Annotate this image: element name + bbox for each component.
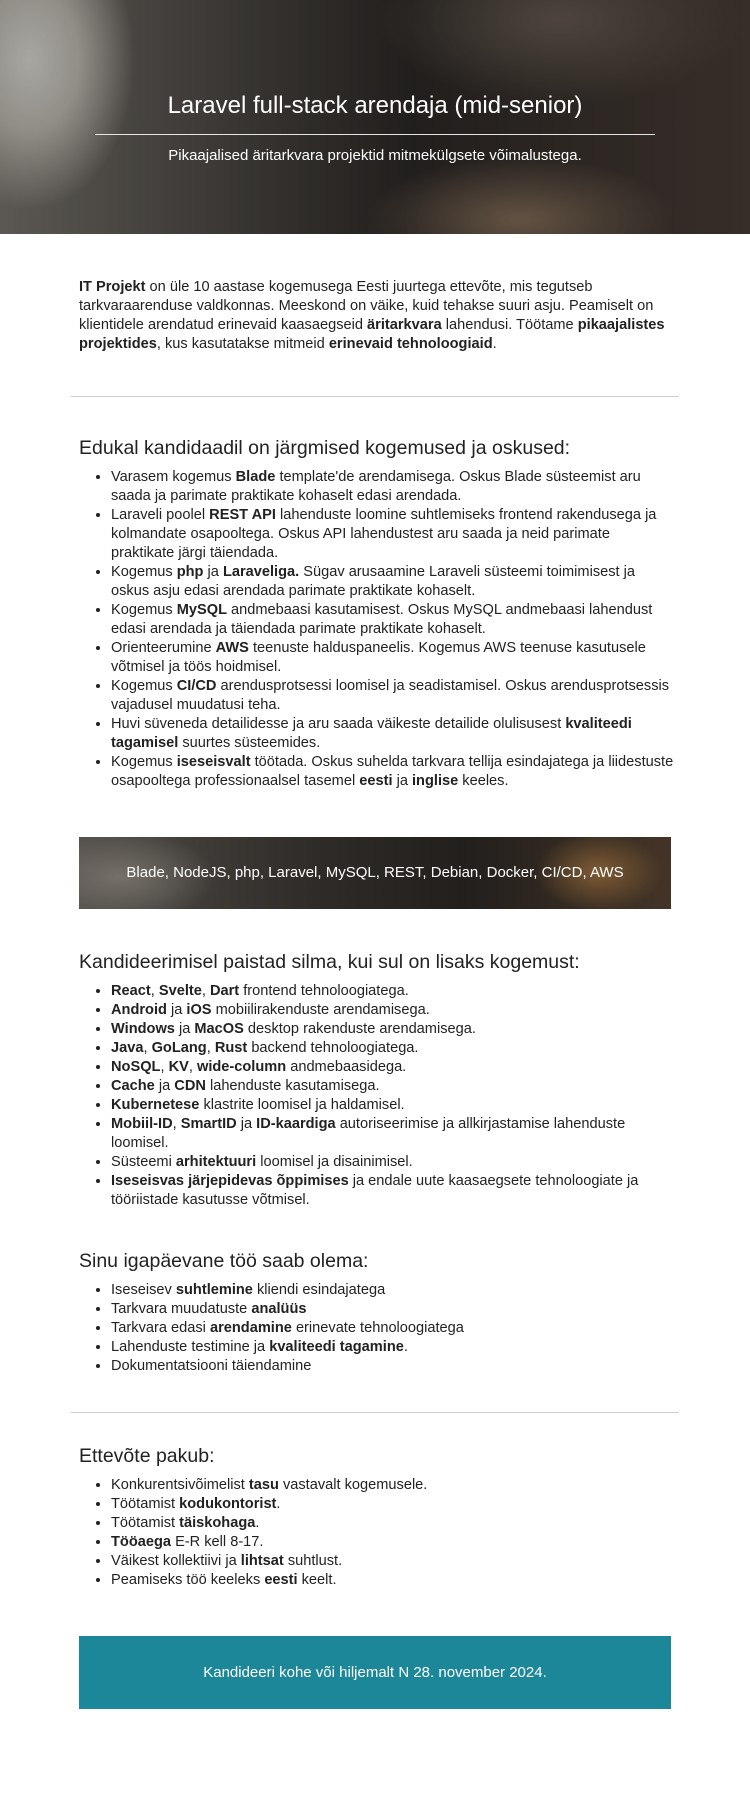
text-run: klastrite loomisel ja haldamisel. (199, 1097, 405, 1113)
emphasis-text: SmartID (180, 1116, 237, 1132)
hero-content (0, 92, 750, 164)
daily-work-section (75, 1210, 675, 1376)
lower-content (75, 909, 675, 1590)
text-run: Varasem kogemus (111, 469, 236, 485)
emphasis-text: eesti (264, 1572, 298, 1588)
text-run: Süsteemi (111, 1154, 176, 1170)
bonus-section (75, 909, 675, 1210)
list-item (111, 1001, 675, 1020)
emphasis-text: IT Projekt (79, 279, 146, 295)
offer-section (75, 1413, 675, 1590)
text-run: , kus kasutatakse mitmeid (156, 336, 329, 352)
emphasis-text: lihtsat (240, 1553, 284, 1569)
emphasis-text: AWS (215, 640, 249, 656)
text-run: Dokumentatsiooni täiendamine (111, 1358, 312, 1374)
emphasis-text: Blade (235, 469, 276, 485)
emphasis-text: Cache (111, 1078, 155, 1094)
text-run: , (150, 983, 159, 999)
text-run: suurtes süsteemides. (178, 735, 321, 751)
list-item (111, 1552, 675, 1571)
text-run: lahendusi. Töötame (441, 317, 578, 333)
text-run: andmebaasidega. (286, 1059, 407, 1075)
emphasis-text: iseseisvalt (176, 754, 251, 770)
list-item (111, 1514, 675, 1533)
list-item (111, 1476, 675, 1495)
text-run: ja endale uute kaasaegsete tehnoloogiate ja tööriistade kasutusse võtmisel. (111, 1173, 639, 1208)
text-run: mobiilirakenduste arendamisega. (211, 1002, 430, 1018)
hero-banner (0, 0, 750, 234)
text-run: , (188, 1059, 197, 1075)
text-run: ja (166, 1002, 187, 1018)
text-run: Huvi süveneda detailidesse ja aru saada väikeste detailide olulisusest (111, 716, 566, 732)
hero-divider (95, 134, 655, 135)
emphasis-text: analüüs (251, 1301, 307, 1317)
emphasis-text: arhitektuuri (175, 1154, 257, 1170)
list-item (111, 982, 675, 1001)
emphasis-text: CI/CD (176, 678, 217, 694)
text-run: E-R kell 8-17. (171, 1534, 264, 1550)
text-run: desktop rakenduste arendamisega. (243, 1021, 476, 1037)
emphasis-text: React (111, 983, 151, 999)
text-run: Töötamist (111, 1496, 180, 1512)
list-item (111, 1281, 675, 1300)
text-run: Töötamist (111, 1515, 180, 1531)
text-run: keeles. (458, 773, 509, 789)
text-run: Iseseisev (111, 1282, 176, 1298)
list-item (111, 677, 675, 715)
emphasis-text: CDN (174, 1078, 206, 1094)
emphasis-text: Rust (214, 1040, 248, 1056)
list-item (111, 1096, 675, 1115)
daily-work-heading: Sinu igapäevane töö saab olema: (79, 1250, 369, 1272)
job-title: Laravel full-stack arendaja (mid-senior) (167, 92, 583, 119)
list-item (111, 1495, 675, 1514)
emphasis-text: Svelte (158, 983, 202, 999)
list-item (111, 506, 675, 563)
text-run: ja (392, 773, 412, 789)
list-item (111, 715, 675, 753)
text-run: Kogemus (111, 602, 177, 618)
text-run: lahenduste loomine suhtlemiseks frontend rakendusega ja kolmandate osapooltega. Oskus API lahendustest aru saada ja neid parimate praktikate järgi täiendada. (111, 507, 657, 561)
text-run: autoriseerimise ja allkirjastamise lahenduste loomisel. (111, 1116, 626, 1151)
text-run: töötada. Oskus suhelda tarkvara tellija esindajatega ja liidestuste osapooltega professionaalsel tasemel (111, 754, 674, 789)
text-run: lahenduste kasutamisega. (205, 1078, 380, 1094)
text-run: Väikest kollektiivi ja (111, 1553, 241, 1569)
list-item (111, 1357, 675, 1376)
text-run: Lahenduste testimine ja (111, 1339, 270, 1355)
text-run: , (143, 1040, 152, 1056)
text-run: loomisel ja disainimisel. (256, 1154, 413, 1170)
emphasis-text: kvaliteedi tagamine (269, 1339, 404, 1355)
list-item (111, 1058, 675, 1077)
text-run: Tarkvara edasi (111, 1320, 210, 1336)
list-item (111, 753, 675, 791)
list-item (111, 563, 675, 601)
job-subtitle: Pikaajalised äritarkvara projektid mitmekülgsete võimalustega. (168, 147, 582, 164)
list-item (111, 1533, 675, 1552)
emphasis-text: Windows (111, 1021, 175, 1037)
list-item (111, 1039, 675, 1058)
text-run: , (172, 1116, 181, 1132)
emphasis-text: Dart (209, 983, 240, 999)
list-item (111, 601, 675, 639)
emphasis-text: kodukontorist (179, 1496, 277, 1512)
list-item (111, 1300, 675, 1319)
emphasis-text: äritarkvara (367, 317, 442, 333)
emphasis-text: REST API (209, 507, 276, 523)
text-run: Kogemus (111, 678, 177, 694)
emphasis-text: arendamine (209, 1320, 292, 1336)
emphasis-text: wide-column (196, 1059, 287, 1075)
emphasis-text: kvaliteedi tagamisel (111, 716, 632, 751)
emphasis-text: tasu (248, 1477, 279, 1493)
text-run: on üle 10 aastase kogemusega Eesti juurtega ettevõte, mis tegutseb tarkvaraarenduse valdkonnas. Meeskond on väike, kuid tehakse suuri asju. Peamiselt on klientidele arendatud erinevaid kaasaegseid (79, 279, 654, 333)
emphasis-text: Tööaega (111, 1534, 172, 1550)
skills-list (79, 468, 675, 791)
list-item (111, 1077, 675, 1096)
offer-heading: Ettevõte pakub: (79, 1445, 215, 1467)
emphasis-text: Laraveliga. (222, 564, 300, 580)
emphasis-text: Java (111, 1040, 144, 1056)
text-run: ja (174, 1021, 195, 1037)
text-run: . (492, 336, 497, 352)
list-item (111, 1338, 675, 1357)
emphasis-text: php (176, 564, 204, 580)
emphasis-text: MySQL (176, 602, 227, 618)
text-run: Konkurentsivõimelist (111, 1477, 249, 1493)
emphasis-text: KV (168, 1059, 189, 1075)
emphasis-text: ID-kaardiga (256, 1116, 336, 1132)
emphasis-text: inglise (412, 773, 459, 789)
text-run: teenuste halduspaneelis. Kogemus AWS teenuse kasutusele võtmisel ja töös hoidmisel. (111, 640, 646, 675)
list-item (111, 639, 675, 677)
text-run: frontend tehnoloogiatega. (239, 983, 409, 999)
emphasis-text: Iseseisvas järjepidevas õppimises (111, 1173, 349, 1189)
emphasis-text: suhtlemine (175, 1282, 253, 1298)
bonus-heading: Kandideerimisel paistad silma, kui sul on lisaks kogemust: (79, 951, 580, 973)
tech-stack-text: Blade, NodeJS, php, Laravel, MySQL, REST, Debian, Docker, CI/CD, AWS (126, 864, 624, 881)
text-run: Tarkvara muudatuste (111, 1301, 252, 1317)
text-run: arendusprotsessi loomisel ja seadistamisel. Oskus arendusprotsessis vajadusel muudatusi teha. (111, 678, 670, 713)
text-run: . (403, 1339, 408, 1355)
apply-deadline-banner: Kandideeri kohe või hiljemalt N 28. november 2024. (79, 1636, 671, 1709)
text-run: erinevate tehnoloogiatega (291, 1320, 464, 1336)
daily-work-list (79, 1281, 675, 1376)
text-run: Peamiseks töö keeleks (111, 1572, 265, 1588)
text-run: andmebaasi kasutamisest. Oskus MySQL andmebaasi lahendust edasi arendada ja täiendada parimate praktikate kohaselt. (111, 602, 653, 637)
text-run: backend tehnoloogiatega. (247, 1040, 419, 1056)
emphasis-text: Android (111, 1002, 167, 1018)
skills-heading: Edukal kandidaadil on järgmised kogemused ja oskused: (79, 437, 571, 459)
skills-section (75, 397, 675, 791)
list-item (111, 1020, 675, 1039)
list-item (111, 1571, 675, 1590)
text-run: , (201, 983, 210, 999)
emphasis-text: erinevaid tehnoloogiaid (328, 336, 493, 352)
text-run: , (206, 1040, 215, 1056)
text-run: , (160, 1059, 169, 1075)
emphasis-text: täiskohaga (179, 1515, 256, 1531)
emphasis-text: pikaajalistes projektides (79, 317, 665, 352)
list-item (111, 1115, 675, 1153)
text-run: Sügav arusaamine Laraveli süsteemi toimimisest ja oskus asju edasi arendada parimate praktikate kohaselt. (111, 564, 636, 599)
text-run: ja (203, 564, 223, 580)
list-item (111, 1153, 675, 1172)
emphasis-text: Mobiil-ID (111, 1116, 173, 1132)
bonus-list (79, 982, 675, 1210)
text-run: Orienteerumine (111, 640, 216, 656)
company-intro (75, 234, 675, 354)
text-run: . (255, 1515, 260, 1531)
main-content (75, 234, 675, 791)
text-run: vastavalt kogemusele. (278, 1477, 428, 1493)
text-run: keelt. (297, 1572, 337, 1588)
text-run: kliendi esindajatega (252, 1282, 386, 1298)
emphasis-text: MacOS (194, 1021, 244, 1037)
list-item (111, 468, 675, 506)
tech-stack-banner (79, 837, 671, 909)
emphasis-text: Kubernetese (111, 1097, 200, 1113)
text-run: ja (154, 1078, 175, 1094)
emphasis-text: NoSQL (111, 1059, 161, 1075)
text-run: . (276, 1496, 281, 1512)
text-run: Kogemus (111, 754, 177, 770)
emphasis-text: GoLang (151, 1040, 207, 1056)
list-item (111, 1172, 675, 1210)
emphasis-text: iOS (186, 1002, 212, 1018)
text-run: Laraveli poolel (111, 507, 210, 523)
text-run: Kogemus (111, 564, 177, 580)
emphasis-text: eesti (359, 773, 393, 789)
offer-list (79, 1476, 675, 1590)
list-item (111, 1319, 675, 1338)
text-run: ja (236, 1116, 257, 1132)
text-run: suhtlust. (283, 1553, 343, 1569)
text-run: template'de arendamisega. Oskus Blade süsteemist aru saada ja parimate praktikate kohaselt edasi arendada. (111, 469, 641, 504)
